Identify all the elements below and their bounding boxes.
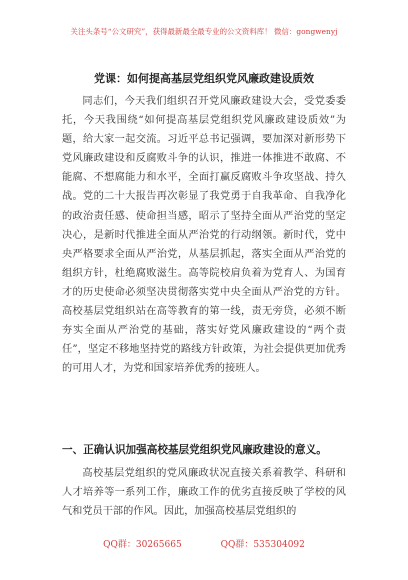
section-paragraph: 高校基层党组织的党风廉政状况直接关系着教学、科研和人才培养等一系列工作，廉政工作的优劣直接反映了学校的风气和党员干部的作风。因此，加强高校基层党组织的 — [62, 468, 346, 518]
body-paragraph: 同志们，今天我们组织召开党风廉政建设大会，受党委委托，今天我围绕“如何提高基层党组织党风廉政建设质效”为题，给大家一起交流。习近平总书记强调，要加深对新形势下党风廉政建设和反腐败斗争的认识，推进一体推进不敢腐、不能腐、不想腐能力和水平，全面打赢反腐败斗争攻坚战、持久战。党的二十大报告再次彰显了我党勇于自我革命、自我净化的政治责任感、使命担当感，昭示了坚持全面从严治党的坚定决心，是新时代推进全面从严治党的行动纲领。新时代，党中央严格要求全面从严治党，从基层抓起，落实全面从严治党的组织方针，杜绝腐败滋生。高等院校肩负着为党育人、为国育才的历史使命必须坚决贯彻落实党中央全面从严治党的方针。高校基层党组织站在高等教育的第一线，责无旁贷，必须不断夯实全面从严治党的基础，落实好党风廉政建设的“两个责任”，坚定不移地坚持党的路线方针政策，为社会提供更加优秀的可用人才，为党和国家培养优秀的接班人。 — [62, 96, 346, 375]
header-note: 关注头条号“公文研究”，获得最新最全最专业的公文资料库！ 微信：gongwenyj — [70, 27, 338, 36]
footer-contact — [0, 537, 408, 550]
document-title: 党课：如何提高基层党组织党风廉政建设质效 — [94, 72, 314, 85]
footer-qq-group-2: QQ群：535304092 — [220, 540, 305, 550]
section-heading: 一、正确认识加强高校基层党组织党风廉政建设的意义。 — [62, 444, 327, 456]
footer-qq-group-1: QQ群：30265665 — [103, 540, 182, 550]
